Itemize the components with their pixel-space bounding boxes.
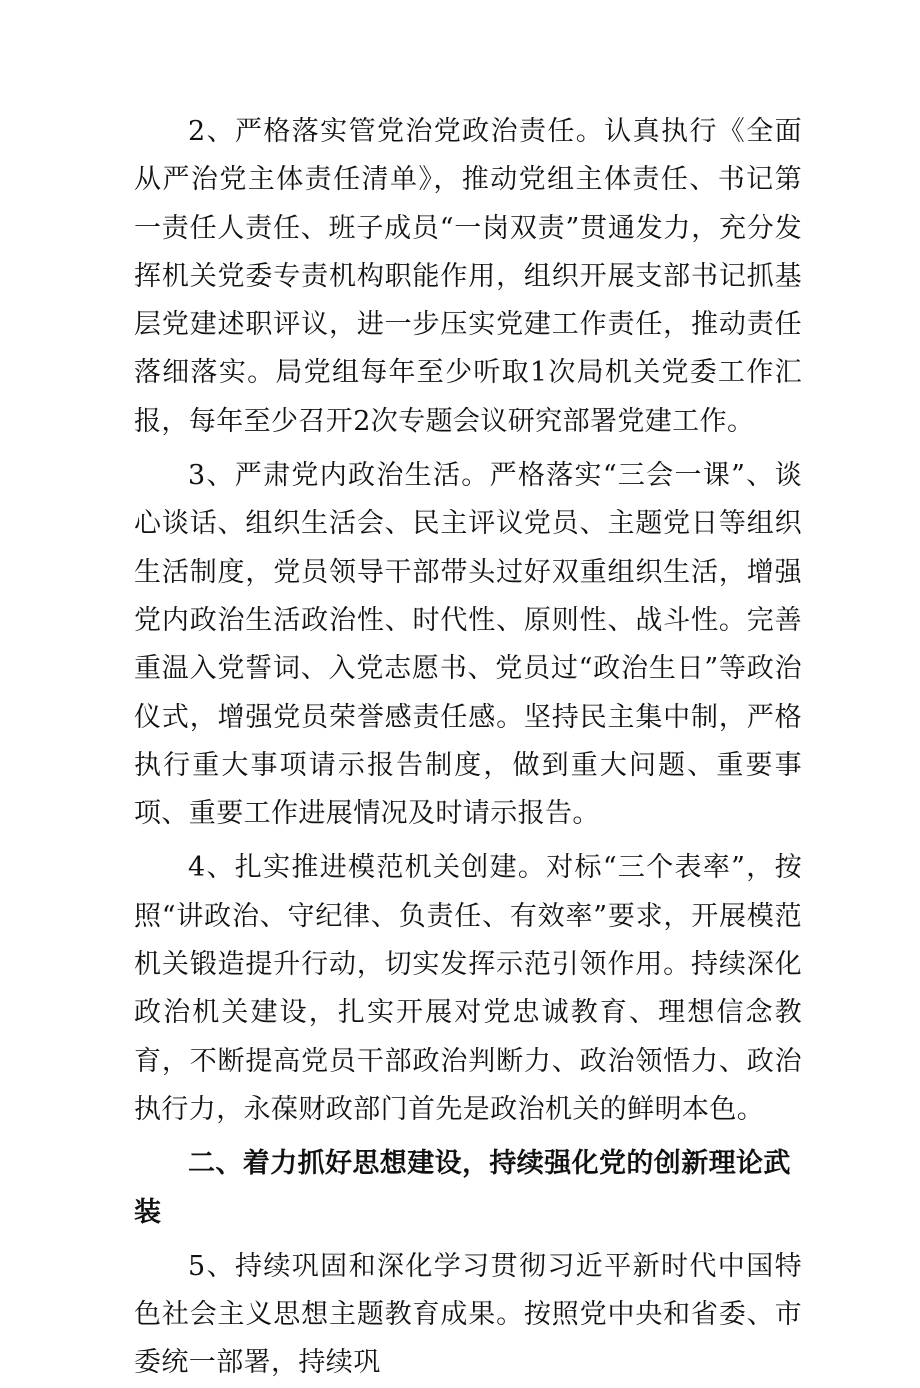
paragraph-item-4: 4、扎实推进模范机关创建。对标“三个表率”，按照“讲政治、守纪律、负责任、有效率”要求，开展模范机关锻造提升行动，切实发挥示范引领作用。持续深化政治机关建设，扎实开展对党忠诚教育、理想信念教育，不断提高党员干部政治判断力、政治领悟力、政治执行力，永葆财政部门首先是政治机关的鲜明本色。 bbox=[134, 852, 802, 1125]
paragraph-item-2: 2、严格落实管党治党政治责任。认真执行《全面从严治党主体责任清单》，推动党组主体责任、书记第一责任人责任、班子成员“一岗双责”贯通发力，充分发挥机关党委专责机构职能作用，组织开展支部书记抓基层党建述职评议，进一步压实党建工作责任，推动责任落细落实。局党组每年至少听取1次局机关党委工作汇报，每年至少召开2次专题会议研究部署党建工作。 bbox=[134, 116, 802, 437]
paragraph-item-3: 3、严肃党内政治生活。严格落实“三会一课”、谈心谈话、组织生活会、民主评议党员、主题党日等组织生活制度，党员领导干部带头过好双重组织生活，增强党内政治生活政治性、时代性、原则性、战斗性。完善重温入党誓词、入党志愿书、党员过“政治生日”等政治仪式，增强党员荣誉感责任感。坚持民主集中制，严格执行重大事项请示报告制度，做到重大问题、重要事项、重要工作进展情况及时请示报告。 bbox=[134, 460, 802, 830]
paragraph-item-5: 5、持续巩固和深化学习贯彻习近平新时代中国特色社会主义思想主题教育成果。按照党中央和省委、市委统一部署，持续巩 bbox=[134, 1250, 802, 1379]
section-heading-2: 二、着力抓好思想建设，持续强化党的创新理论武装 bbox=[134, 1148, 791, 1228]
